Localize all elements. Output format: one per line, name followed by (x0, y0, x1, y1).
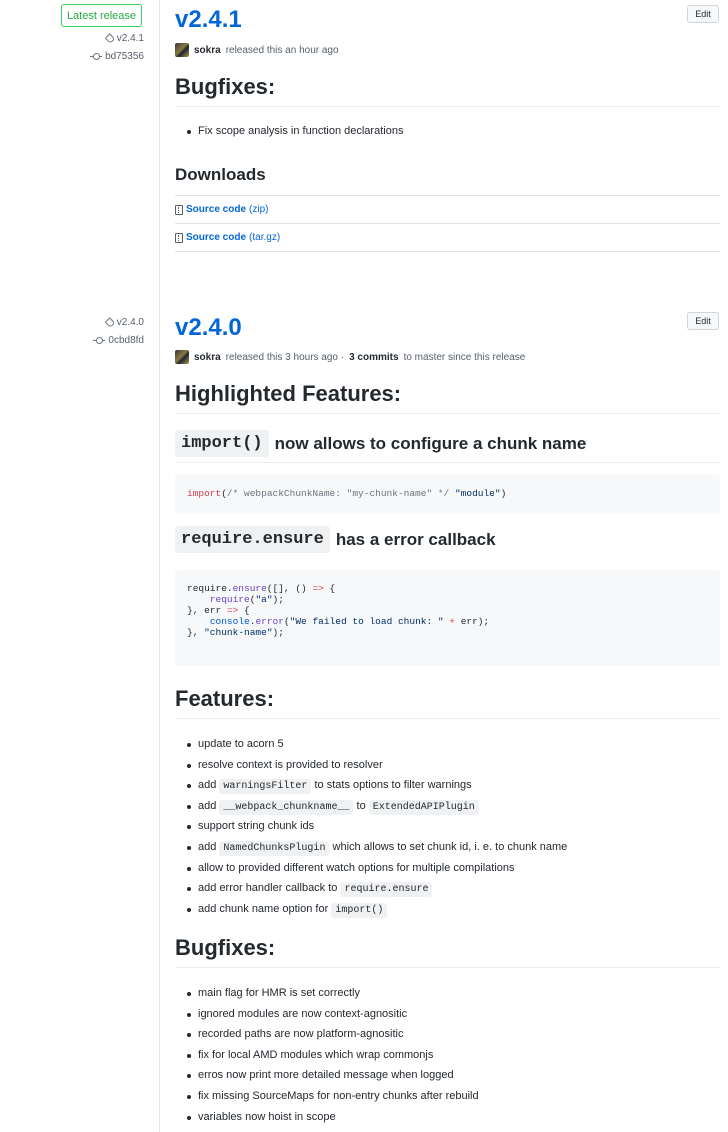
code-text: ) (500, 488, 507, 499)
list-item: ignored modules are now context-agnositic (187, 1004, 479, 1025)
released-time: released this 3 hours ago · (225, 351, 345, 363)
inline-code: NamedChunksPlugin (219, 841, 329, 856)
release-tag-link[interactable] (106, 33, 144, 44)
latest-release-badge: Latest release (61, 4, 142, 27)
list-item-text: add (198, 840, 220, 853)
avatar[interactable] (175, 43, 189, 57)
file-zip-icon (175, 205, 183, 215)
code-text: ( (221, 488, 227, 499)
file-zip-icon (175, 233, 183, 243)
code-line: }, "chunk-name"); (187, 627, 284, 638)
list-item: variables now hoist in scope (187, 1107, 479, 1128)
release-title[interactable]: v2.4.0 (175, 314, 242, 341)
bugfix-list (187, 121, 403, 142)
list-item-text: add error handler callback to (198, 882, 341, 895)
commit-icon (90, 53, 102, 60)
commit-label: 0cbd8fd (108, 335, 144, 346)
release-commit-link[interactable] (93, 335, 144, 346)
edit-button[interactable]: Edit (687, 312, 719, 330)
tag-icon (104, 317, 115, 328)
commit-icon (93, 337, 105, 344)
list-item-text: to stats options to filter warnings (311, 779, 472, 792)
list-item: Fix scope analysis in function declarations (187, 121, 403, 142)
bugfix-list (187, 983, 479, 1127)
author-name[interactable]: sokra (194, 351, 221, 363)
list-item (187, 878, 567, 899)
timeline-divider (159, 0, 160, 1132)
code-line: require("a"); (209, 594, 284, 605)
release-title[interactable]: v2.4.1 (175, 6, 242, 33)
list-item (187, 734, 567, 755)
code-block-require-ensure (175, 570, 720, 666)
bugfixes-heading: Bugfixes: (175, 935, 720, 968)
inline-code: import() (331, 903, 387, 918)
highlighted-features-heading: Highlighted Features: (175, 381, 720, 414)
code-comment: /* webpackChunkName: "my-chunk-name" */ (226, 488, 450, 499)
subheading-text: has a error callback (335, 529, 496, 549)
code-line: console.error("We failed to load chunk: " + err); (209, 616, 490, 627)
download-label: Source code (186, 232, 247, 243)
download-ext: (zip) (249, 204, 269, 215)
inline-code: warningsFilter (219, 779, 311, 794)
subheading-text: now allows to configure a chunk name (274, 433, 587, 453)
subheading-require-ensure (175, 526, 720, 558)
release-tag-link[interactable] (106, 317, 144, 328)
released-time: released this an hour ago (225, 44, 339, 56)
code-line: require.ensure([], () => { (187, 583, 336, 594)
download-targz-link[interactable] (175, 223, 720, 252)
tag-icon (104, 33, 115, 44)
author-name[interactable]: sokra (194, 44, 221, 56)
code-keyword: import (187, 488, 222, 499)
list-item (187, 775, 567, 796)
list-item (187, 837, 567, 858)
commits-count-link[interactable]: 3 commits (349, 351, 399, 363)
list-item: main flag for HMR is set correctly (187, 983, 479, 1004)
tag-label: v2.4.0 (116, 317, 144, 328)
commits-suffix: to master since this release (403, 351, 526, 363)
commit-label: bd75356 (105, 51, 144, 62)
list-item (187, 755, 567, 776)
bugfixes-heading: Bugfixes: (175, 74, 720, 107)
inline-code: __webpack_chunkname__ (219, 800, 353, 815)
list-item: recorded paths are now platform-agnositic (187, 1024, 479, 1045)
avatar[interactable] (175, 350, 189, 364)
list-item-text: add (198, 779, 220, 792)
release-author-line (175, 43, 339, 57)
edit-button[interactable]: Edit (687, 5, 719, 23)
release-commit-link[interactable] (90, 51, 144, 62)
list-item: fix missing SourceMaps for non-entry chunks after rebuild (187, 1086, 479, 1107)
list-item: fix for local AMD modules which wrap commonjs (187, 1045, 479, 1066)
list-item-text: which allows to set chunk id, i. e. to chunk name (329, 840, 568, 853)
download-zip-link[interactable] (175, 195, 720, 223)
download-ext: (tar.gz) (249, 232, 281, 243)
list-item (187, 796, 567, 817)
subheading-import (175, 430, 720, 463)
features-heading: Features: (175, 686, 720, 719)
download-label: Source code (186, 204, 247, 215)
list-item-text: add chunk name option for (198, 902, 332, 915)
downloads-heading: Downloads (175, 165, 266, 184)
list-item-text: update to acorn 5 (198, 738, 284, 750)
list-item: erros now print more detailed message when logged (187, 1065, 479, 1086)
inline-code: import() (175, 430, 269, 457)
list-item-text: support string chunk ids (198, 820, 315, 833)
list-item-text: allow to provided different watch options for multiple compilations (198, 861, 515, 874)
list-item (187, 816, 567, 837)
features-list (187, 734, 567, 919)
release-author-line (175, 350, 525, 364)
code-block-import (175, 475, 720, 513)
tag-label: v2.4.1 (116, 33, 144, 44)
list-item (187, 858, 567, 879)
list-item-text: resolve context is provided to resolver (198, 758, 383, 771)
code-line: }, err => { (187, 605, 250, 616)
inline-code: ExtendedAPIPlugin (369, 800, 479, 815)
code-string: "module" (454, 488, 501, 499)
list-item-text: to (353, 799, 369, 812)
list-item (187, 899, 567, 920)
list-item-text: add (198, 799, 220, 812)
inline-code: require.ensure (340, 882, 432, 897)
inline-code: require.ensure (175, 526, 330, 553)
